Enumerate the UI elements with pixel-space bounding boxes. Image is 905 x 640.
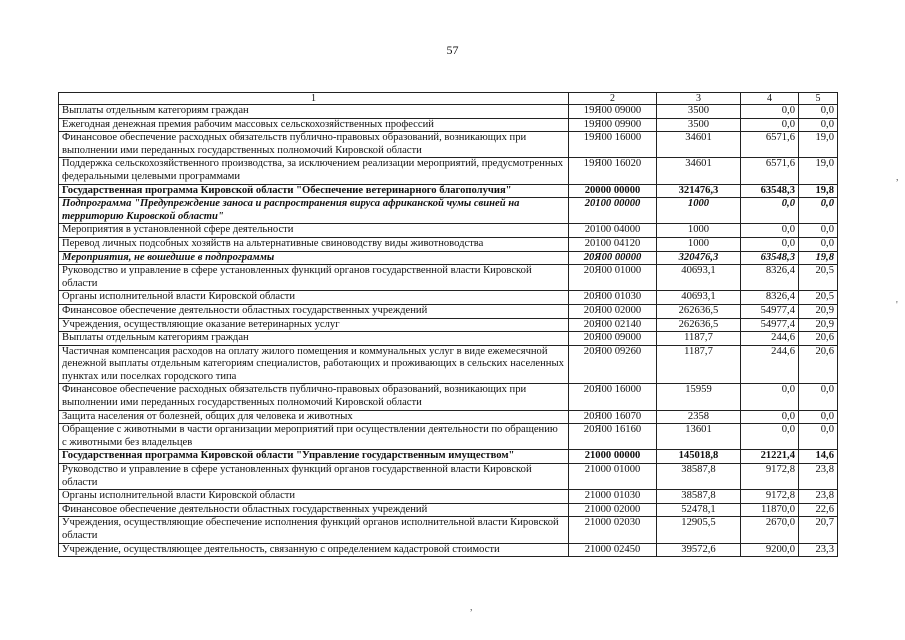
row-plan-cell: 38587,8 [657,464,741,490]
row-percent-cell: 0,0 [799,384,838,410]
row-actual-cell: 0,0 [741,384,799,410]
row-plan-cell: 15959 [657,384,741,410]
row-code-cell: 20000 00000 [569,184,657,198]
row-actual-cell: 9172,8 [741,464,799,490]
row-plan-cell: 320476,3 [657,251,741,265]
row-code-cell: 20Я00 02000 [569,304,657,318]
row-plan-cell: 38587,8 [657,490,741,504]
row-actual-cell: 0,0 [741,118,799,132]
row-percent-cell: 0,0 [799,224,838,238]
table-row [59,318,838,332]
budget-table [58,92,838,557]
row-percent-cell: 0,0 [799,424,838,450]
row-name-cell: Государственная программа Кировской области "Управление государственным имуществом" [59,450,569,464]
table-row [59,332,838,346]
row-name-cell: Руководство и управление в сфере установленных функций органов государственной власти Кировской области [59,464,569,490]
row-plan-cell: 1187,7 [657,345,741,384]
table-row [59,132,838,158]
table-row [59,424,838,450]
row-code-cell: 19Я00 16020 [569,158,657,184]
row-actual-cell: 9172,8 [741,490,799,504]
row-name-cell: Государственная программа Кировской области "Обеспечение ветеринарного благополучия" [59,184,569,198]
row-code-cell: 20Я00 02140 [569,318,657,332]
row-percent-cell: 19,0 [799,132,838,158]
table-row [59,291,838,305]
row-name-cell: Обращение с животными в части организации мероприятий при осуществлении деятельности по обращению с животными без владельцев [59,424,569,450]
row-code-cell: 19Я00 09900 [569,118,657,132]
header-col-5: 5 [799,93,838,105]
page-number: 57 [446,43,459,57]
table-header-row [59,93,838,105]
row-percent-cell: 20,6 [799,345,838,384]
row-name-cell: Мероприятия в установленной сфере деятельности [59,224,569,238]
row-plan-cell: 1000 [657,198,741,224]
row-name-cell: Финансовое обеспечение деятельности областных государственных учреждений [59,503,569,517]
table-row [59,265,838,291]
row-code-cell: 19Я00 09000 [569,105,657,119]
row-plan-cell: 2358 [657,410,741,424]
row-name-cell: Выплаты отдельным категориям граждан [59,332,569,346]
row-code-cell: 20Я00 16070 [569,410,657,424]
row-name-cell: Учреждения, осуществляющие обеспечение исполнения функций органов исполнительной власти Кировской области [59,517,569,543]
row-plan-cell: 262636,5 [657,318,741,332]
row-percent-cell: 20,5 [799,291,838,305]
row-plan-cell: 3500 [657,118,741,132]
row-name-cell: Учреждения, осуществляющие оказание ветеринарных услуг [59,318,569,332]
row-actual-cell: 0,0 [741,224,799,238]
row-name-cell: Органы исполнительной власти Кировской области [59,291,569,305]
row-actual-cell: 54977,4 [741,304,799,318]
row-name-cell: Частичная компенсация расходов на оплату жилого помещения и коммунальных услуг в виде ежемесячной денежной выплаты отдельным категориям специалистов, работающих и проживающих в сельских населенных пунктах или поселках городского типа [59,345,569,384]
row-actual-cell: 54977,4 [741,318,799,332]
row-plan-cell: 13601 [657,424,741,450]
row-name-cell: Ежегодная денежная премия рабочим массовых сельскохозяйственных профессий [59,118,569,132]
row-code-cell: 20Я00 16000 [569,384,657,410]
row-code-cell: 20100 04120 [569,237,657,251]
row-name-cell: Защита населения от болезней, общих для человека и животных [59,410,569,424]
row-actual-cell: 63548,3 [741,184,799,198]
row-actual-cell: 9200,0 [741,543,799,557]
table-row [59,345,838,384]
row-code-cell: 21000 00000 [569,450,657,464]
row-percent-cell: 19,8 [799,184,838,198]
row-actual-cell: 0,0 [741,198,799,224]
row-plan-cell: 1187,7 [657,332,741,346]
header-col-2: 2 [569,93,657,105]
table-row [59,118,838,132]
table-row [59,224,838,238]
row-percent-cell: 23,8 [799,490,838,504]
row-percent-cell: 0,0 [799,105,838,119]
row-percent-cell: 20,5 [799,265,838,291]
row-actual-cell: 0,0 [741,410,799,424]
row-plan-cell: 52478,1 [657,503,741,517]
row-plan-cell: 39572,6 [657,543,741,557]
row-code-cell: 21000 02030 [569,517,657,543]
scan-mark: , [470,602,473,613]
row-actual-cell: 244,6 [741,332,799,346]
row-actual-cell: 63548,3 [741,251,799,265]
row-code-cell: 19Я00 16000 [569,132,657,158]
row-actual-cell: 6571,6 [741,158,799,184]
scan-mark: , [896,172,899,183]
row-percent-cell: 19,8 [799,251,838,265]
row-code-cell: 20Я00 01000 [569,265,657,291]
row-percent-cell: 20,7 [799,517,838,543]
row-plan-cell: 321476,3 [657,184,741,198]
row-percent-cell: 0,0 [799,118,838,132]
row-name-cell: Руководство и управление в сфере установленных функций органов государственной власти Кировской области [59,265,569,291]
row-name-cell: Перевод личных подсобных хозяйств на альтернативные свиноводству виды животноводства [59,237,569,251]
table-row [59,490,838,504]
row-percent-cell: 0,0 [799,410,838,424]
row-code-cell: 20Я00 00000 [569,251,657,265]
row-name-cell: Мероприятия, не вошедшие в подпрограммы [59,251,569,265]
row-plan-cell: 1000 [657,237,741,251]
row-percent-cell: 23,8 [799,464,838,490]
row-code-cell: 20100 00000 [569,198,657,224]
table-row [59,517,838,543]
table-row [59,543,838,557]
row-name-cell: Учреждение, осуществляющее деятельность, связанную с определением кадастровой стоимости [59,543,569,557]
row-name-cell: Финансовое обеспечение расходных обязательств публично-правовых образований, возникающих при выполнении ими переданных государственных полномочий Кировской области [59,132,569,158]
table-row [59,184,838,198]
row-plan-cell: 262636,5 [657,304,741,318]
row-actual-cell: 11870,0 [741,503,799,517]
table-row [59,198,838,224]
row-percent-cell: 0,0 [799,237,838,251]
scan-mark: ' [896,300,898,311]
table-row [59,503,838,517]
row-actual-cell: 8326,4 [741,291,799,305]
table-row [59,251,838,265]
row-percent-cell: 19,0 [799,158,838,184]
row-actual-cell: 0,0 [741,424,799,450]
row-code-cell: 21000 02000 [569,503,657,517]
row-code-cell: 21000 02450 [569,543,657,557]
row-code-cell: 20Я00 01030 [569,291,657,305]
table-body [59,105,838,557]
table-row [59,237,838,251]
row-code-cell: 20100 04000 [569,224,657,238]
table-row [59,410,838,424]
row-plan-cell: 12905,5 [657,517,741,543]
row-plan-cell: 40693,1 [657,291,741,305]
row-percent-cell: 14,6 [799,450,838,464]
header-col-3: 3 [657,93,741,105]
row-actual-cell: 0,0 [741,105,799,119]
row-code-cell: 21000 01000 [569,464,657,490]
row-name-cell: Финансовое обеспечение расходных обязательств публично-правовых образований, возникающих при выполнении ими переданных государственных полномочий Кировской области [59,384,569,410]
table-row [59,304,838,318]
row-code-cell: 21000 01030 [569,490,657,504]
row-percent-cell: 20,6 [799,332,838,346]
row-plan-cell: 34601 [657,158,741,184]
row-name-cell: Подпрограмма "Предупреждение заноса и распространения вируса африканской чумы свиней на территорию Кировской области" [59,198,569,224]
row-name-cell: Органы исполнительной власти Кировской области [59,490,569,504]
header-col-1: 1 [59,93,569,105]
row-actual-cell: 21221,4 [741,450,799,464]
header-col-4: 4 [741,93,799,105]
row-actual-cell: 2670,0 [741,517,799,543]
row-actual-cell: 8326,4 [741,265,799,291]
row-percent-cell: 22,6 [799,503,838,517]
table-row [59,450,838,464]
row-actual-cell: 244,6 [741,345,799,384]
row-plan-cell: 1000 [657,224,741,238]
table-row [59,464,838,490]
row-percent-cell: 20,9 [799,304,838,318]
row-percent-cell: 0,0 [799,198,838,224]
row-name-cell: Финансовое обеспечение деятельности областных государственных учреждений [59,304,569,318]
table-row [59,105,838,119]
row-code-cell: 20Я00 16160 [569,424,657,450]
row-name-cell: Поддержка сельскохозяйственного производства, за исключением реализации мероприятий, предусмотренных федеральными целевыми программами [59,158,569,184]
row-plan-cell: 3500 [657,105,741,119]
row-percent-cell: 23,3 [799,543,838,557]
table-row [59,384,838,410]
row-plan-cell: 40693,1 [657,265,741,291]
row-name-cell: Выплаты отдельным категориям граждан [59,105,569,119]
row-actual-cell: 6571,6 [741,132,799,158]
row-plan-cell: 34601 [657,132,741,158]
row-actual-cell: 0,0 [741,237,799,251]
row-code-cell: 20Я00 09260 [569,345,657,384]
row-plan-cell: 145018,8 [657,450,741,464]
row-code-cell: 20Я00 09000 [569,332,657,346]
row-percent-cell: 20,9 [799,318,838,332]
table-row [59,158,838,184]
